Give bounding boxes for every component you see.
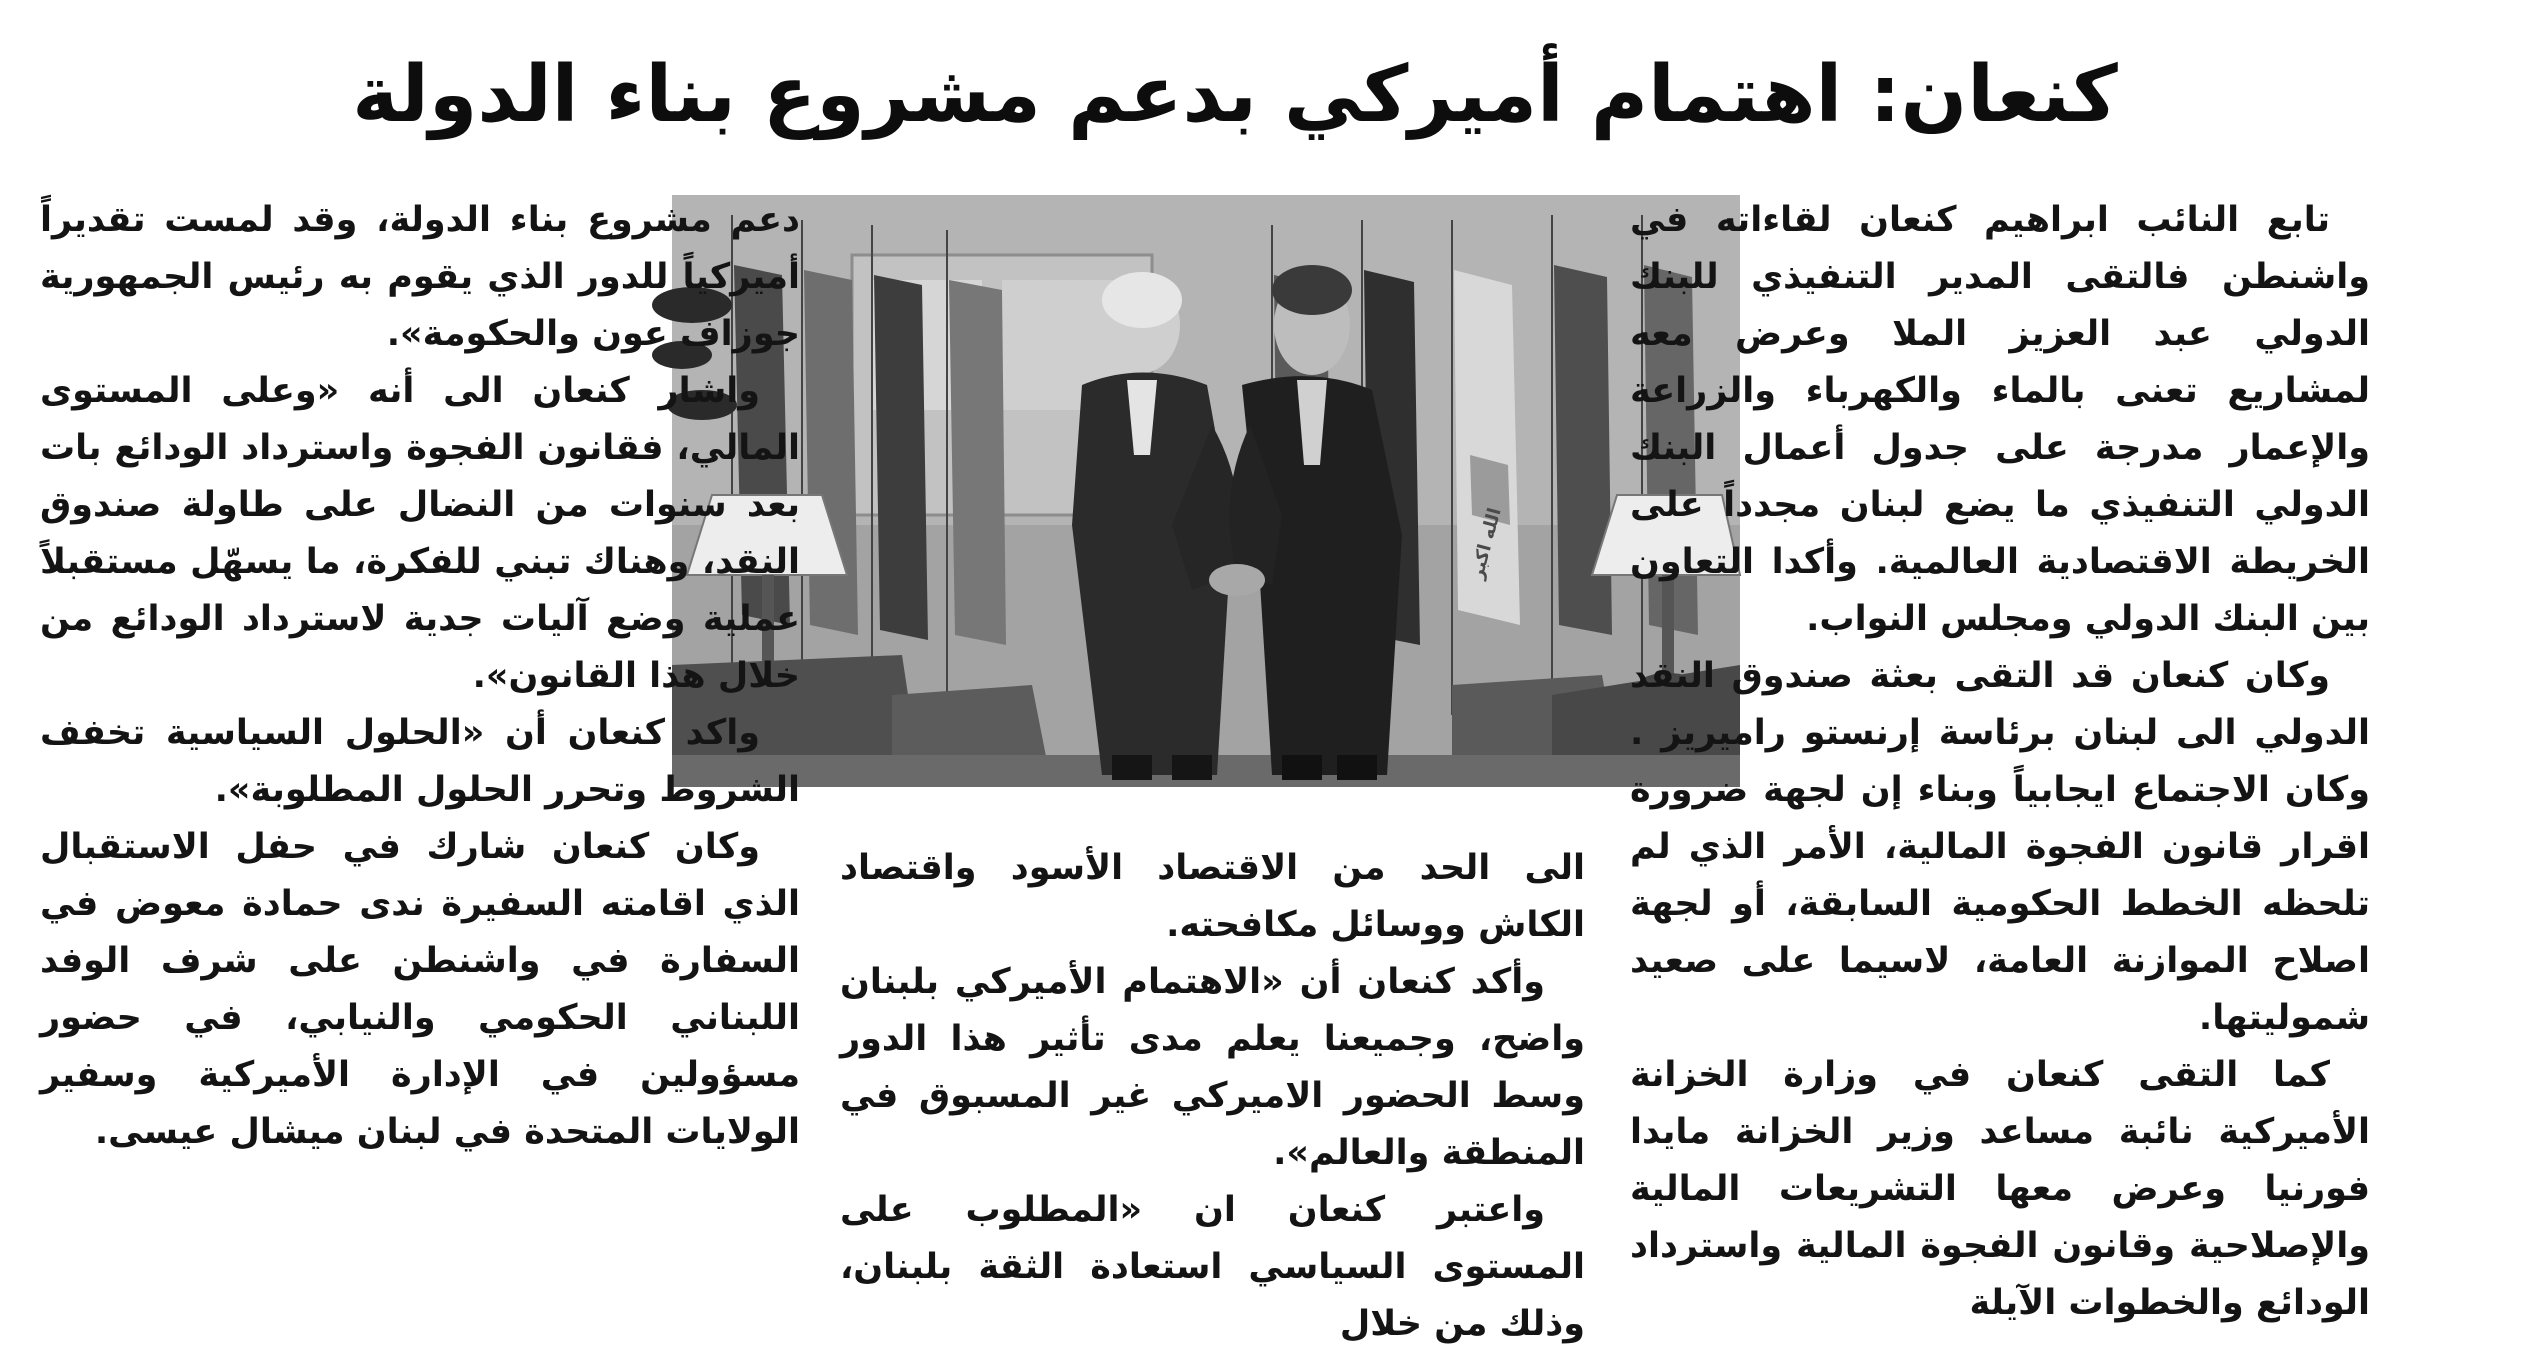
column-middle-paragraph-2: وأكد كنعان أن «الاهتمام الأميركي بلبنان واضح، وجميعنا يعلم مدى تأثير هذا الدور وسط الحضور الاميركي غير المسبوق في المنطقة والعالم».	[840, 962, 1585, 1173]
column-middle-paragraph-1: الى الحد من الاقتصاد الأسود واقتصاد الكاش ووسائل مكافحته.	[840, 848, 1585, 945]
column-left-paragraph-2: واشار كنعان الى أنه «وعلى المستوى المالي، فقانون الفجوة واسترداد الودائع بات بعد سنوات من النضال على طاولة صندوق النقد، وهناك تبني للفكرة، ما يسهّل مستقبلاً عملية وضع آليات جدية لاسترداد الودائع من خلال هذا القانون».	[40, 371, 800, 696]
article-column-middle	[840, 840, 1585, 1344]
column-left-paragraph-4: وكان كنعان شارك في حفل الاستقبال الذي اقامته السفيرة ندى حمادة معوض في السفارة في واشنطن على شرف الوفد اللبناني الحكومي والنيابي، في حضور مسؤولين في الإدارة الأميركية وسفير الولايات المتحدة في لبنان ميشال عيسى.	[40, 827, 800, 1152]
article-column-right	[1630, 192, 2370, 1323]
article-headline: كنعان: اهتمام أميركي بدعم مشروع بناء الدولة	[352, 50, 2118, 140]
article-photo	[672, 195, 1740, 787]
column-middle-paragraph-3: واعتبر كنعان ان «المطلوب على المستوى السياسي استعادة الثقة بلبنان، وذلك من خلال	[840, 1190, 1585, 1344]
article-column-left	[40, 192, 800, 1212]
column-right-paragraph-2: وكان كنعان قد التقى بعثة صندوق النقد الدولي الى لبنان برئاسة إرنستو راميريز . وكان الاجتماع ايجابياً وبناء إن لجهة ضرورة اقرار قانون الفجوة المالية، الأمر الذي لم تلحظه الخطط الحكومية السابقة، أو لجهة اصلاح الموازنة العامة، لاسيما على صعيد شموليتها.	[1630, 656, 2370, 1038]
column-left-paragraph-1: دعم مشروع بناء الدولة، وقد لمست تقديراً أميركياً للدور الذي يقوم به رئيس الجمهورية جوزاف عون والحكومة».	[40, 200, 800, 354]
flag-inscription: الله اكبر	[1466, 505, 1506, 582]
column-left-paragraph-3: واكد كنعان أن «الحلول السياسية تخفف الشروط وتحرر الحلول المطلوبة».	[40, 713, 800, 810]
column-right-paragraph-1: تابع النائب ابراهيم كنعان لقاءاته في واشنطن فالتقى المدير التنفيذي للبنك الدولي عبد العزيز الملا وعرض معه لمشاريع تعنى بالماء والكهرباء والزراعة والإعمار مدرجة على جدول أعمال البنك الدولي التنفيذي ما يضع لبنان مجدداً على الخريطة الاقتصادية العالمية. وأكدا التعاون بين البنك الدولي ومجلس النواب.	[1630, 200, 2370, 639]
column-right-paragraph-3: كما التقى كنعان في وزارة الخزانة الأميركية نائبة مساعد وزير الخزانة مايدا فورنيا وعرض معها التشريعات المالية والإصلاحية وقانون الفجوة المالية واسترداد الودائع والخطوات الآيلة	[1630, 1055, 2370, 1323]
